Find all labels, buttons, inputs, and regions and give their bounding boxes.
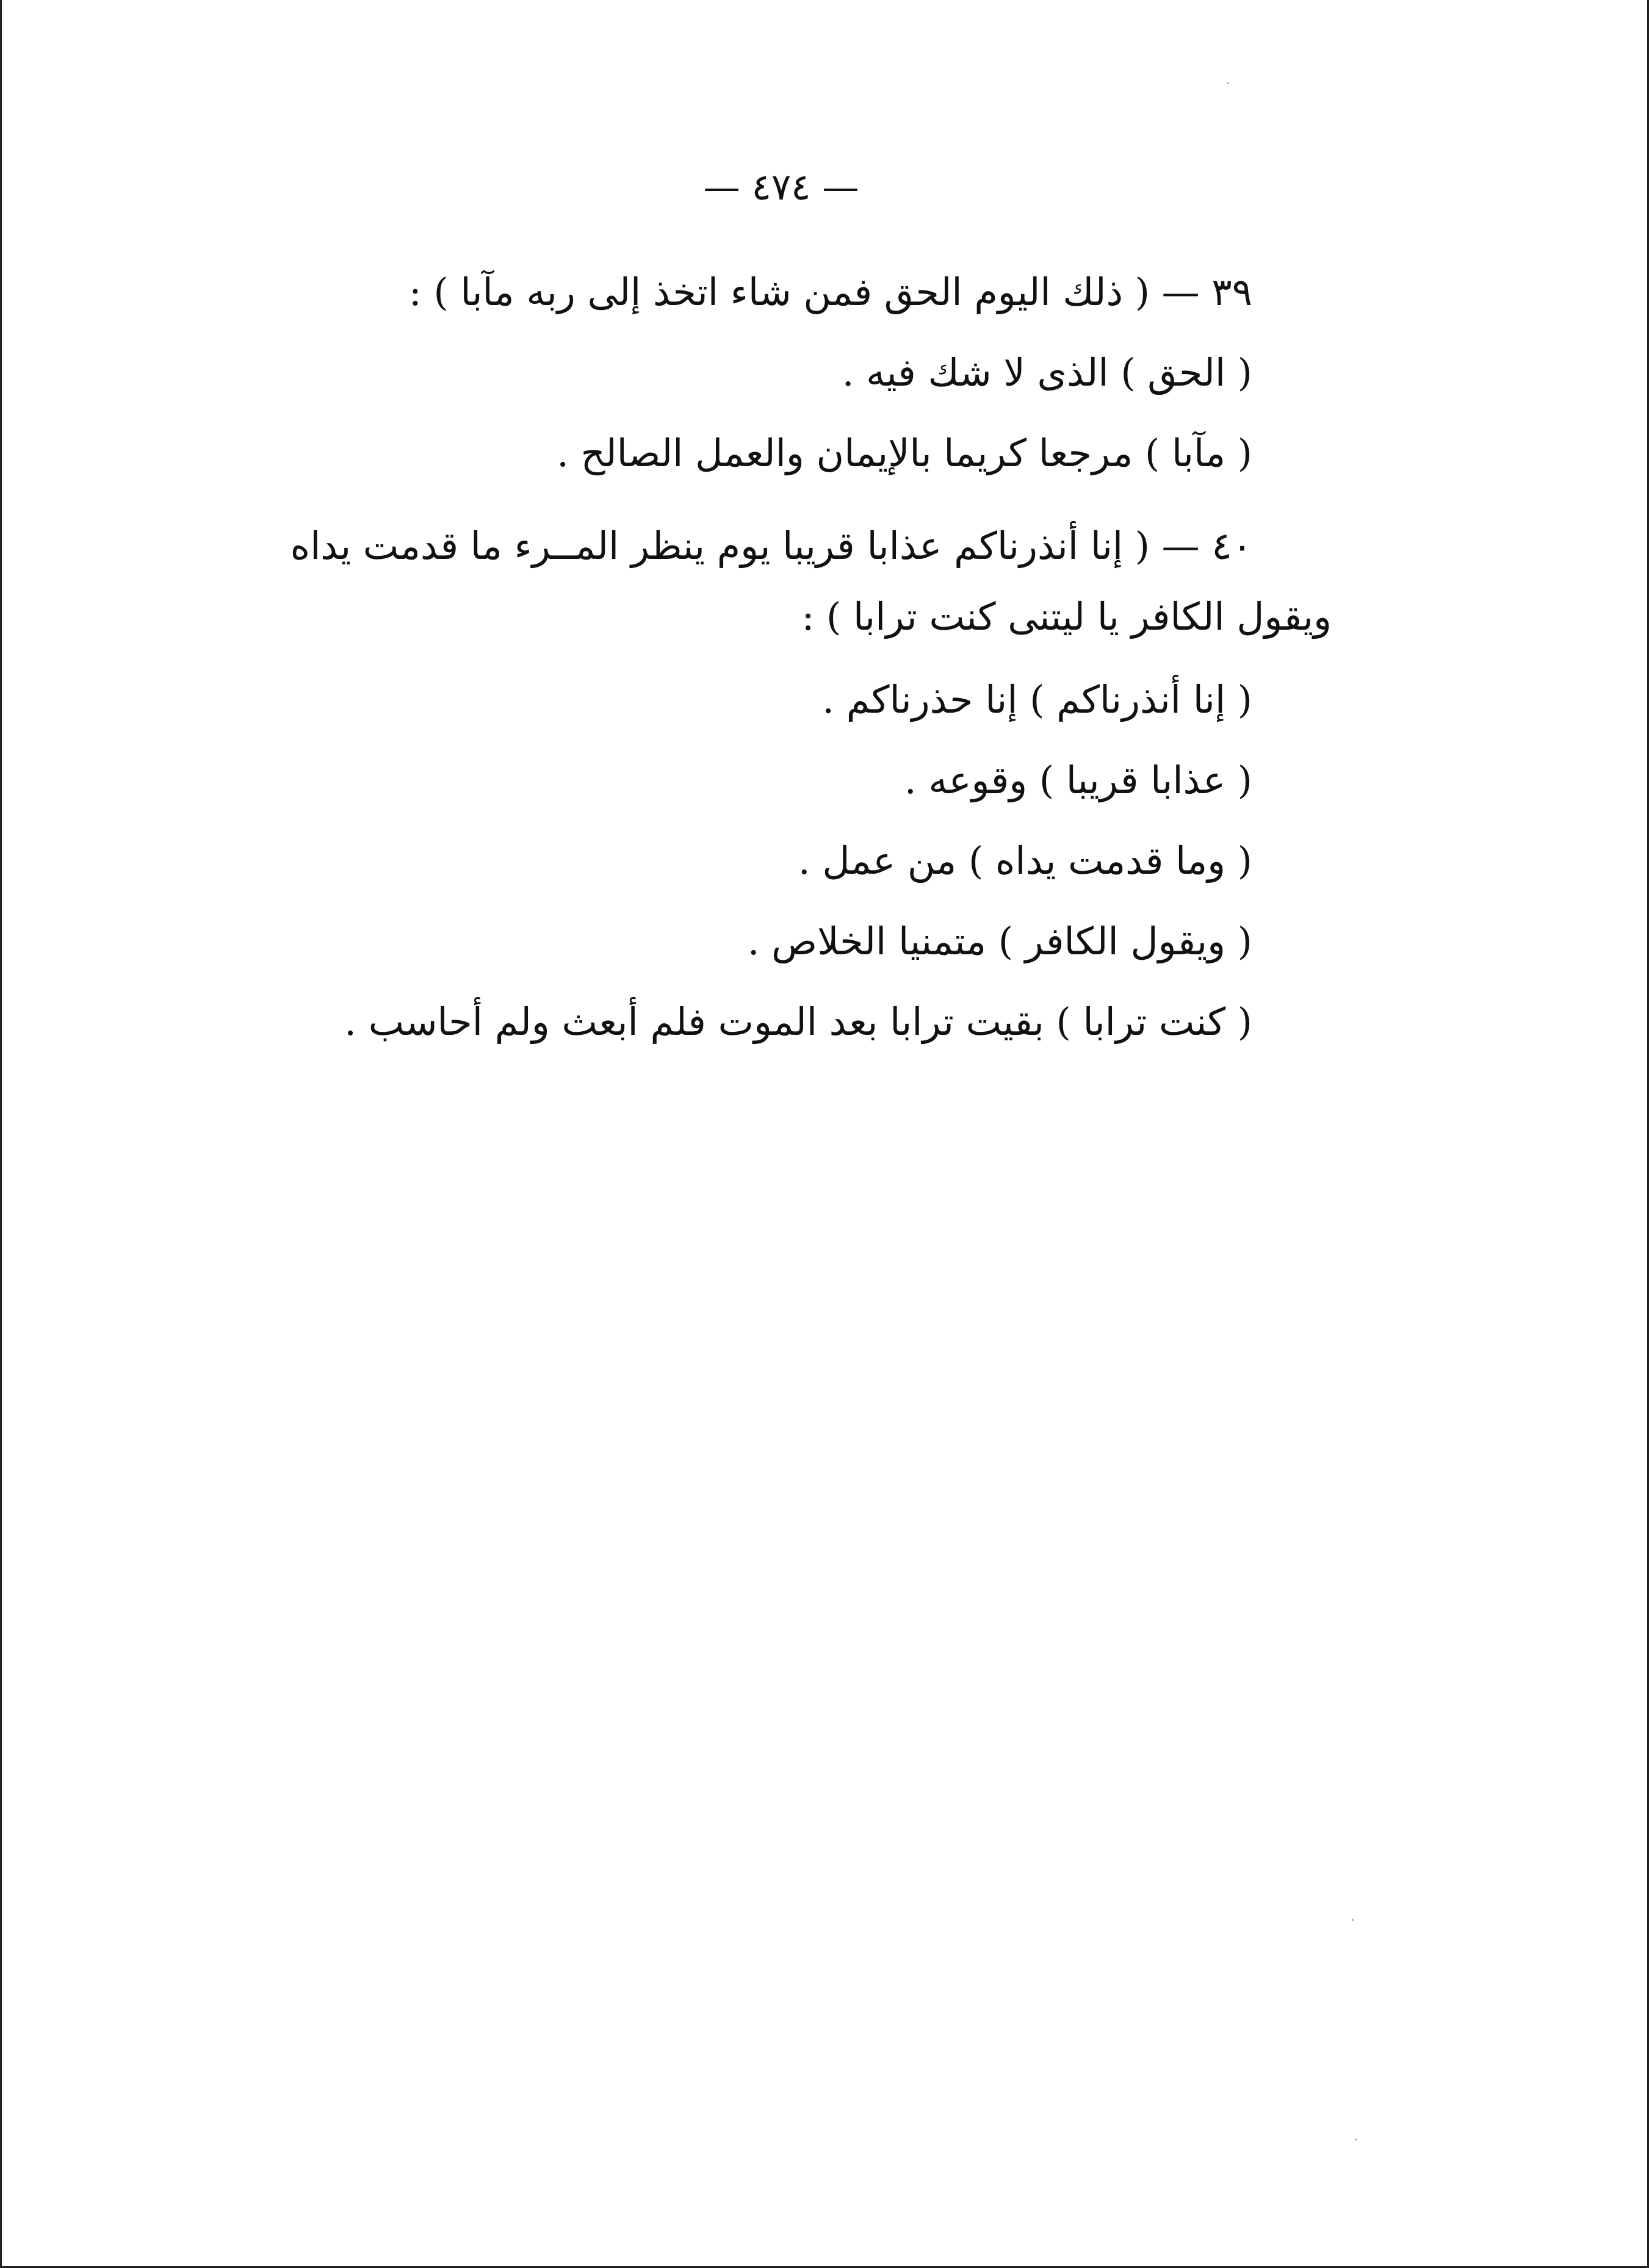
gloss-line: ( الحق ) الذى لا شك فيه .: [842, 350, 1252, 395]
gloss-line: ( إنا أنذرناكم ) إنا حذرناكم .: [822, 677, 1252, 722]
scan-speck: [1352, 1919, 1354, 1921]
gloss-line: ( وما قدمت يداه ) من عمل .: [798, 838, 1252, 883]
gloss-line: ( كنت ترابا ) بقيت ترابا بعد الموت فلم أبعث ولم أحاسب .: [344, 999, 1252, 1044]
gloss-line: ( مآبا ) مرجعا كريما بالإيمان والعمل الصالح .: [557, 431, 1252, 475]
scan-speck: [1355, 2139, 1357, 2140]
scan-speck: [1227, 82, 1229, 84]
gloss-line: ( ويقول الكافر ) متمنيا الخلاص .: [747, 919, 1252, 963]
verse-40-heading: ٤٠ — ( إنا أنذرناكم عذابا قريبا يوم ينظر المــرء ما قدمت يداه: [290, 524, 1252, 568]
page-number: — ٤٧٤ —: [703, 166, 859, 209]
verse-40-continuation: ويقول الكافر يا ليتنى كنت ترابا ) :: [801, 594, 1332, 639]
gloss-line: ( عذابا قريبا ) وقوعه .: [904, 758, 1252, 802]
verse-39-heading: ٣٩ — ( ذلك اليوم الحق فمن شاء اتخذ إلى ربه مآبا ) :: [408, 270, 1252, 314]
